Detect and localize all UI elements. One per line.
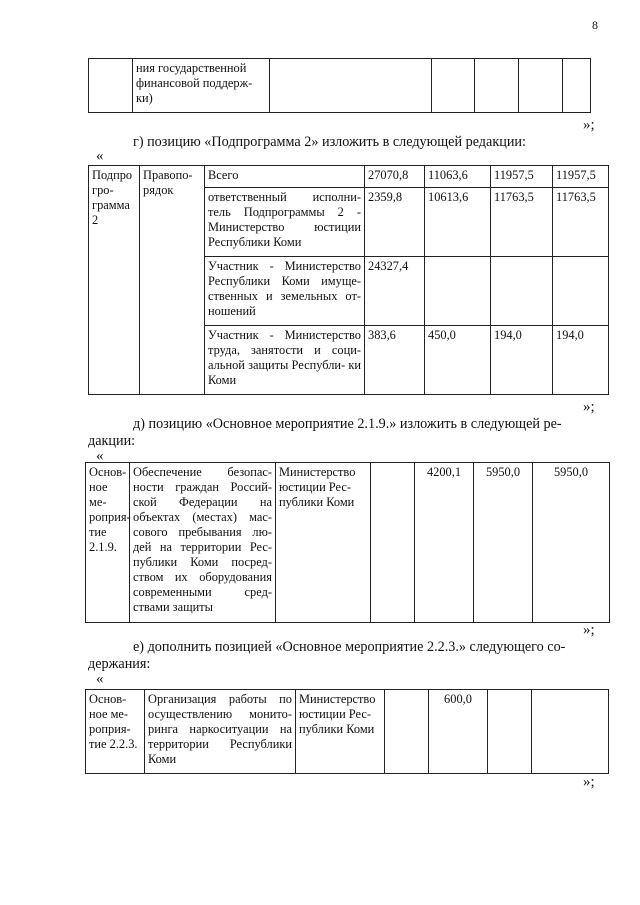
table-row [86, 690, 609, 774]
item-d-line1: д) позицию «Основное мероприятие 2.1.9.» изложить в следующей ре- [133, 416, 562, 432]
table-cell: Основ- ное ме- роприя- тие 2.1.9. [86, 463, 130, 623]
table-cell: Министерство юстиции Рес- публики Коми [296, 690, 385, 774]
close-quote: »; [583, 774, 595, 790]
table-cell [432, 59, 475, 113]
table-cell: Участник - Министерство Республики Коми имуще- ственных и земельных от- ношений [205, 257, 365, 326]
table-cell: 5950,0 [533, 463, 610, 623]
table-cell [371, 463, 415, 623]
close-quote: »; [583, 117, 595, 133]
open-quote: « [96, 448, 104, 464]
table-cell: 27070,8 [365, 166, 425, 188]
table-cell [89, 59, 133, 113]
table-cell: 11063,6 [425, 166, 491, 188]
table-cell: ответственный исполни- тель Подпрограммы 2 - Министерство юстиции Республики Коми [205, 188, 365, 257]
measure-2-1-9-table [85, 462, 610, 623]
page-number: 8 [592, 18, 598, 32]
table-cell: 2359,8 [365, 188, 425, 257]
table-row [86, 463, 610, 623]
table-cell: Организация работы по осуществлению монито- ринга наркоситуации на территории Республики Коми [145, 690, 296, 774]
table-cell: 24327,4 [365, 257, 425, 326]
table-cell: 11763,5 [553, 188, 609, 257]
table-cell: 11957,5 [553, 166, 609, 188]
table-cell: 4200,1 [415, 463, 474, 623]
table-cell [385, 690, 429, 774]
table-row [89, 59, 591, 113]
open-quote: « [96, 148, 104, 164]
table-cell: 11763,5 [491, 188, 553, 257]
table-cell [563, 59, 591, 113]
table-cell: Министерство юстиции Рес- публики Коми [276, 463, 371, 623]
table-cell: Всего [205, 166, 365, 188]
subprogram-name-cell: Подпро гро- грамма 2 [89, 166, 140, 395]
continuation-table [88, 58, 591, 113]
table-cell [491, 257, 553, 326]
table-cell: 194,0 [491, 326, 553, 395]
table-cell [270, 59, 432, 113]
subprogram-2-table [88, 165, 609, 395]
item-e-line1: е) дополнить позицией «Основное мероприятие 2.2.3.» следующего со- [133, 639, 566, 655]
measure-2-2-3-table [85, 689, 609, 774]
item-d-line2: дакции: [88, 433, 136, 449]
close-quote: »; [583, 622, 595, 638]
table-cell: Основ- ное ме- роприя- тие 2.2.3. [86, 690, 145, 774]
close-quote: »; [583, 399, 595, 415]
subprogram-group-cell: Правопо- рядок [140, 166, 205, 395]
table-cell [519, 59, 563, 113]
table-cell: 600,0 [429, 690, 488, 774]
table-cell: 10613,6 [425, 188, 491, 257]
table-cell: 383,6 [365, 326, 425, 395]
table-cell: ния государственной финансовой поддерж- ки) [133, 59, 270, 113]
table-cell: 194,0 [553, 326, 609, 395]
table-cell: Участник - Министерство труда, занятости и соци- альной защиты Республи- ки Коми [205, 326, 365, 395]
table-cell [532, 690, 609, 774]
table-cell: 5950,0 [474, 463, 533, 623]
table-cell [425, 257, 491, 326]
table-cell: 11957,5 [491, 166, 553, 188]
table-cell: 450,0 [425, 326, 491, 395]
table-cell [488, 690, 532, 774]
table-cell [553, 257, 609, 326]
table-cell: Обеспечение безопас- ности граждан Россий- ской Федерации на объектах (местах) мас- сового пребывания лю- дей на территории Рес- публики Коми посред- ством их оборудования современными сред- ствами защиты [130, 463, 276, 623]
table-row [89, 166, 609, 188]
item-e-line2: держания: [88, 656, 151, 672]
table-cell [475, 59, 519, 113]
open-quote: « [96, 671, 104, 687]
item-g-text: г) позицию «Подпрограмма 2» изложить в следующей редакции: [133, 134, 526, 150]
